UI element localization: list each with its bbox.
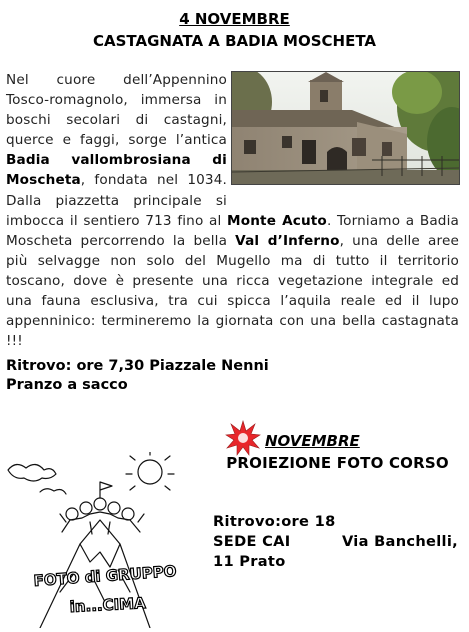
drawing-caption-line2: in...CIMA: [69, 594, 147, 616]
drawing-caption-line1: FOTO di GRUPPO: [33, 562, 178, 590]
event2-month: NOVEMBRE: [265, 432, 360, 450]
meeting2-time: Ritrovo:ore 18: [213, 513, 336, 530]
meeting2-city: 11 Prato: [213, 553, 286, 570]
event-date-heading: 4 NOVEMBRE: [179, 10, 290, 28]
article-bold-val-inferno: Val d’Inferno: [235, 232, 340, 249]
starburst-icon: [225, 420, 261, 456]
article-bold-monte-acuto: Monte Acuto: [227, 212, 327, 229]
meeting2-address-line: [213, 532, 458, 552]
event2-title: PROIEZIONE FOTO CORSO: [226, 454, 449, 472]
article-bold-badia: Badia vallombrosiana di Moscheta: [6, 152, 227, 189]
article-text-4: , una delle aree più selvagge non solo del Mugello ma di tutto il territorio toscano, dove è presente una ricca vegetazione integrale ed una fauna esclusiva, tra cui spicca l’aquila reale ed il lupo appenninico: termineremo la giornata con una bella castagnata !!!: [6, 232, 459, 350]
meeting2-street: Via Banchelli,: [341, 533, 458, 550]
group-summit-drawing: [0, 452, 212, 628]
meeting-time-place: Ritrovo: ore 7,30 Piazzale Nenni: [6, 358, 269, 374]
article-text-3: . Torniamo a Badia Moscheta percorrendo la bella: [6, 212, 459, 249]
lunch-note: Pranzo a sacco: [6, 377, 128, 393]
article-paragraph: [6, 70, 459, 351]
photo-spacer: [227, 70, 459, 203]
meeting-info-2: [213, 512, 458, 572]
meeting2-sede: SEDE CAI: [213, 533, 291, 550]
article-text-2: , fondata nel 1034. Dalla piazzetta principale si imbocca il sentiero 713 fino al: [6, 172, 228, 229]
summit-sketch: [0, 452, 212, 628]
meeting-info-1: [6, 357, 346, 395]
event-title-heading: CASTAGNATA A BADIA MOSCHETA: [92, 32, 376, 50]
article-text-1: Nel cuore dell’Appennino Tosco-romagnolo, immersa in boschi secolari di castagni, querce e faggi, sorge l’antica: [6, 72, 227, 149]
